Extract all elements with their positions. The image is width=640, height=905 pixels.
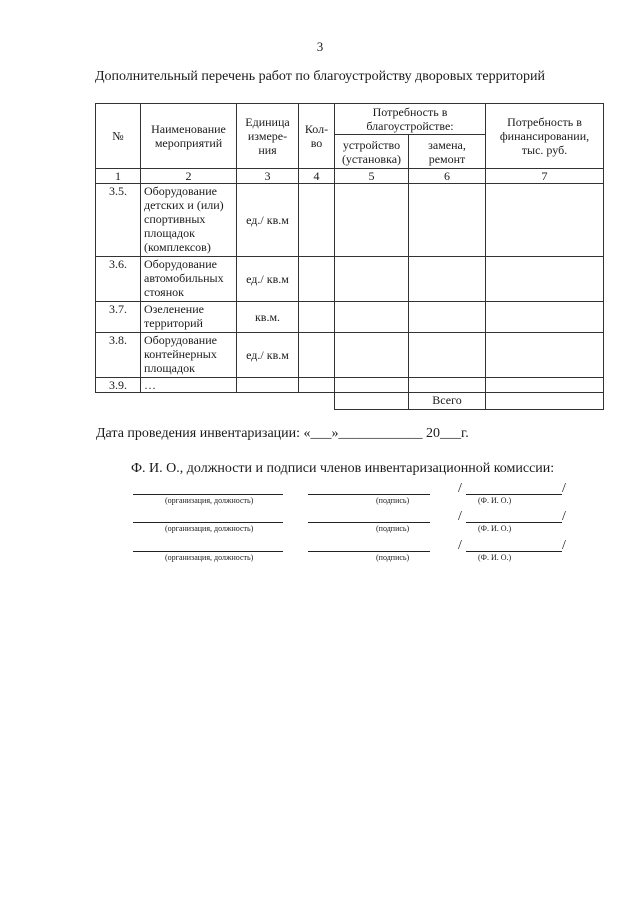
sign-caption: (подпись) <box>376 553 410 562</box>
row-qty <box>299 302 335 333</box>
row-unit <box>237 378 299 393</box>
row-unit: ед./ кв.м <box>237 333 299 378</box>
row-num: 3.9. <box>96 378 141 393</box>
row-qty <box>299 333 335 378</box>
row-name: … <box>141 378 237 393</box>
header-num: № <box>96 104 141 169</box>
org-line <box>133 494 283 495</box>
fio-caption: (Ф. И. О.) <box>478 496 512 505</box>
row-need-replace <box>409 184 486 257</box>
row-unit: ед./ кв.м <box>237 184 299 257</box>
org-line <box>133 522 283 523</box>
commission-heading: Ф. И. О., должности и подписи членов инвентаризационной комиссии: <box>131 461 555 476</box>
row-qty <box>299 184 335 257</box>
signature-block <box>0 539 640 579</box>
table-row <box>96 184 604 257</box>
total-row <box>96 393 604 410</box>
row-unit: ед./ кв.м <box>237 257 299 302</box>
total-label: Всего <box>409 393 486 410</box>
table-row <box>96 333 604 378</box>
row-num: 3.5. <box>96 184 141 257</box>
column-number: 1 <box>96 169 141 184</box>
header-need-install: устройство (установка) <box>335 135 409 169</box>
row-unit: кв.м. <box>237 302 299 333</box>
slash-right: / <box>562 538 566 553</box>
column-number: 6 <box>409 169 486 184</box>
row-need-replace <box>409 378 486 393</box>
row-need-install <box>335 257 409 302</box>
header-qty: Кол-во <box>299 104 335 169</box>
row-need-replace <box>409 302 486 333</box>
column-number: 7 <box>486 169 604 184</box>
row-num: 3.6. <box>96 257 141 302</box>
fio-line <box>466 494 562 495</box>
org-caption: (организация, должность) <box>165 524 254 533</box>
row-qty <box>299 378 335 393</box>
column-number: 5 <box>335 169 409 184</box>
column-number: 2 <box>141 169 237 184</box>
header-name: Наименование мероприятий <box>141 104 237 169</box>
column-numbers-row <box>96 169 604 184</box>
row-need-install <box>335 333 409 378</box>
row-name: Оборудование автомобильных стоянок <box>141 257 237 302</box>
header-need: Потребность в благоустройстве: <box>335 104 486 135</box>
fio-caption: (Ф. И. О.) <box>478 524 512 533</box>
row-finance <box>486 302 604 333</box>
fio-line <box>466 522 562 523</box>
inventory-date: Дата проведения инвентаризации: «___»____________ 20___г. <box>96 426 469 441</box>
header-unit: Единица измере-ния <box>237 104 299 169</box>
row-finance <box>486 257 604 302</box>
column-number: 4 <box>299 169 335 184</box>
header-finance: Потребность в финансировании, тыс. руб. <box>486 104 604 169</box>
works-table <box>95 103 604 410</box>
slash-left: / <box>458 481 462 496</box>
sign-line <box>308 522 430 523</box>
org-line <box>133 551 283 552</box>
sign-line <box>308 494 430 495</box>
row-need-install <box>335 184 409 257</box>
row-need-replace <box>409 257 486 302</box>
row-num: 3.7. <box>96 302 141 333</box>
row-name: Оборудование детских и (или) спортивных площадок (комплексов) <box>141 184 237 257</box>
total-finance <box>486 393 604 410</box>
row-num: 3.8. <box>96 333 141 378</box>
row-need-install <box>335 378 409 393</box>
slash-left: / <box>458 509 462 524</box>
table-row <box>96 257 604 302</box>
org-caption: (организация, должность) <box>165 553 254 562</box>
slash-left: / <box>458 538 462 553</box>
row-need-install <box>335 302 409 333</box>
fio-line <box>466 551 562 552</box>
row-name: Оборудование контейнерных площадок <box>141 333 237 378</box>
sign-caption: (подпись) <box>376 496 410 505</box>
header-need-replace: замена, ремонт <box>409 135 486 169</box>
total-need-install <box>335 393 409 410</box>
row-finance <box>486 333 604 378</box>
org-caption: (организация, должность) <box>165 496 254 505</box>
table-header-row <box>96 104 604 135</box>
table-row <box>96 302 604 333</box>
slash-right: / <box>562 509 566 524</box>
table-row <box>96 378 604 393</box>
sign-caption: (подпись) <box>376 524 410 533</box>
row-finance <box>486 184 604 257</box>
slash-right: / <box>562 481 566 496</box>
page-title: Дополнительный перечень работ по благоустройству дворовых территорий <box>94 69 546 84</box>
page-number: 3 <box>316 39 324 54</box>
sign-line <box>308 551 430 552</box>
fio-caption: (Ф. И. О.) <box>478 553 512 562</box>
row-need-replace <box>409 333 486 378</box>
column-number: 3 <box>237 169 299 184</box>
row-finance <box>486 378 604 393</box>
row-name: Озеленение территорий <box>141 302 237 333</box>
row-qty <box>299 257 335 302</box>
